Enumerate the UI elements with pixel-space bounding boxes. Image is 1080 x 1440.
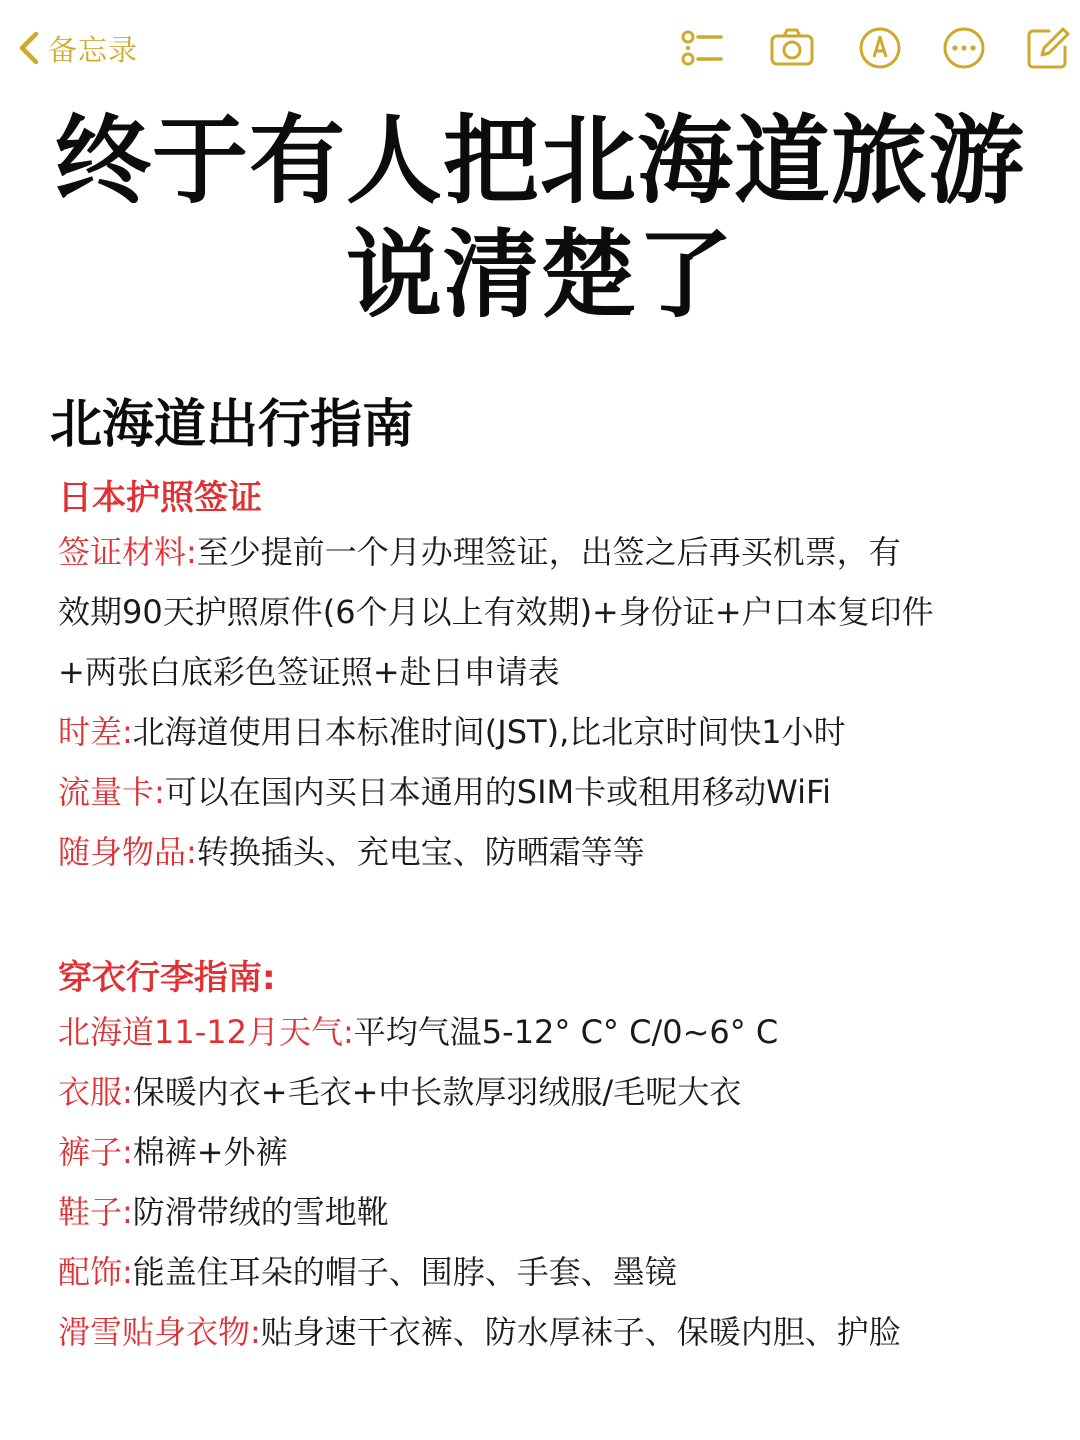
chevron-left-icon <box>14 28 44 68</box>
back-button[interactable] <box>14 26 138 70</box>
accessories-line <box>58 1252 677 1292</box>
sim-text: 可以在国内买日本通用的SIM卡或租用移动WiFi <box>164 773 831 811</box>
pants-label: 裤子: <box>58 1133 133 1171</box>
visa-section-heading: 日本护照签证 <box>58 478 262 518</box>
title-line-1: 终于有人把北海道旅游 <box>55 105 1025 217</box>
weather-line <box>58 1012 778 1052</box>
timezone-line <box>58 712 846 752</box>
weather-text: 平均气温5-12° C° C/0~6° C <box>353 1013 779 1051</box>
back-label: 备忘录 <box>48 32 139 67</box>
more-ellipsis-icon <box>941 25 987 71</box>
accessories-label: 配饰: <box>58 1253 133 1291</box>
carry-items-line <box>58 832 645 872</box>
shoes-text: 防滑带绒的雪地靴 <box>132 1193 389 1231</box>
visa-materials-label: 签证材料: <box>58 533 197 571</box>
markup-pen-icon <box>857 25 903 71</box>
timezone-text: 北海道使用日本标准时间(JST),比北京时间快1小时 <box>132 713 846 751</box>
visa-materials-text-1: 至少提前一个月办理签证，出签之后再买机票，有 <box>196 533 901 571</box>
compose-button[interactable] <box>1022 22 1074 74</box>
markup-button[interactable] <box>854 22 906 74</box>
checklist-button[interactable] <box>676 22 728 74</box>
clothes-line <box>58 1072 741 1112</box>
notes-toolbar <box>0 0 1080 96</box>
shoes-line <box>58 1192 389 1232</box>
clothes-label: 衣服: <box>58 1073 133 1111</box>
weather-label: 北海道11-12月天气: <box>58 1013 354 1051</box>
guide-title: 北海道出行指南 <box>50 395 415 455</box>
timezone-label: 时差: <box>58 713 133 751</box>
title-line-2: 说清楚了 <box>346 219 734 331</box>
accessories-text: 能盖住耳朵的帽子、围脖、手套、墨镜 <box>132 1253 677 1291</box>
checklist-icon <box>679 25 725 71</box>
shoes-label: 鞋子: <box>58 1193 133 1231</box>
carry-items-text: 转换插头、充电宝、防晒霜等等 <box>196 833 645 871</box>
visa-materials-line-2: 效期90天护照原件(6个月以上有效期)+身份证+户口本复印件 <box>58 593 934 631</box>
carry-items-label: 随身物品: <box>58 833 197 871</box>
more-button[interactable] <box>938 22 990 74</box>
visa-materials-line-3: +两张白底彩色签证照+赴日申请表 <box>58 653 560 691</box>
pants-text: 棉裤+外裤 <box>132 1133 288 1171</box>
pants-line <box>58 1132 288 1172</box>
clothing-section-heading: 穿衣行李指南: <box>58 958 276 998</box>
sim-line <box>58 772 831 812</box>
compose-icon <box>1025 25 1071 71</box>
visa-materials-line <box>58 532 901 572</box>
sim-label: 流量卡: <box>58 773 165 811</box>
camera-button[interactable] <box>766 22 818 74</box>
page-title <box>0 104 1080 332</box>
camera-icon <box>769 25 815 71</box>
ski-clothing-line <box>58 1312 901 1352</box>
ski-clothing-label: 滑雪贴身衣物: <box>58 1313 261 1351</box>
ski-clothing-text: 贴身速干衣裤、防水厚袜子、保暖内胆、护脸 <box>260 1313 901 1351</box>
clothes-text: 保暖内衣+毛衣+中长款厚羽绒服/毛呢大衣 <box>132 1073 742 1111</box>
